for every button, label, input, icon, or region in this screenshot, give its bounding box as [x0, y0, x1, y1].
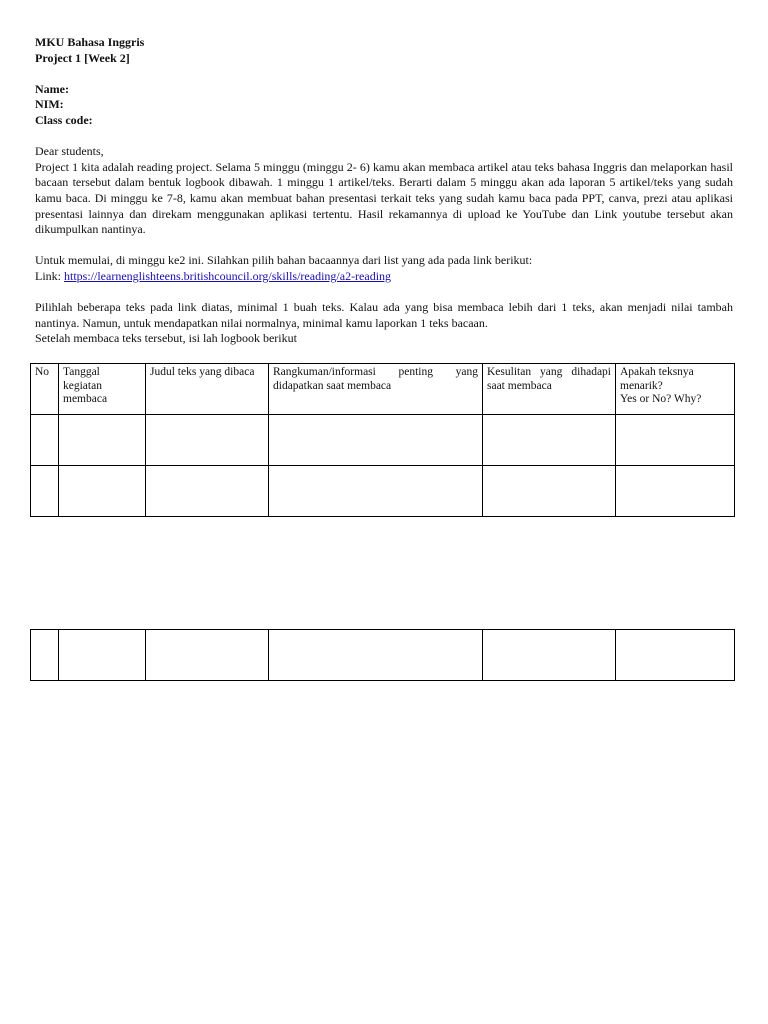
col-header-difficulty: Kesulitan yang dihadapi saat membaca [483, 364, 616, 415]
class-code-label: Class code: [35, 112, 93, 127]
col-header-date: Tanggal kegiatan membaca [59, 364, 146, 415]
cell-title[interactable] [146, 415, 269, 466]
cell-difficulty[interactable] [483, 415, 616, 466]
table-row [31, 466, 735, 517]
name-label: Name: [35, 81, 69, 96]
logbook-table [30, 363, 735, 517]
cell-no[interactable] [31, 630, 59, 681]
link-label: Link: [35, 268, 61, 283]
nim-label: NIM: [35, 97, 64, 112]
cell-interesting[interactable] [616, 466, 735, 517]
link-line [35, 269, 733, 285]
cell-date[interactable] [59, 415, 146, 466]
logbook-instruction: Setelah membaca teks tersebut, isi lah logbook berikut [35, 331, 297, 346]
col-header-no: No [31, 364, 59, 415]
cell-title[interactable] [146, 630, 269, 681]
project-title: Project 1 [Week 2] [35, 50, 130, 65]
start-instruction: Untuk memulai, di minggu ke2 ini. Silahkan pilih bahan bacaannya dari list yang ada pada link berikut: [35, 253, 533, 268]
cell-no[interactable] [31, 466, 59, 517]
cell-summary[interactable] [269, 630, 483, 681]
logbook-table-continued [30, 629, 735, 681]
greeting: Dear students, [35, 144, 104, 159]
reading-list-link[interactable]: https://learnenglishteens.britishcouncil.org/skills/reading/a2-reading [64, 268, 392, 283]
cell-date[interactable] [59, 466, 146, 517]
cell-no[interactable] [31, 415, 59, 466]
cell-difficulty[interactable] [483, 466, 616, 517]
cell-date[interactable] [59, 630, 146, 681]
cell-summary[interactable] [269, 415, 483, 466]
col-header-interesting-question: Apakah teksnya menarik? [620, 366, 694, 392]
course-title: MKU Bahasa Inggris [35, 35, 145, 49]
cell-interesting[interactable] [616, 415, 735, 466]
intro-paragraph: Project 1 kita adalah reading project. Selama 5 minggu (minggu 2- 6) kamu akan membaca artikel atau teks bahasa Inggris dan melaporkan hasil bacaan tersebut dalam bentuk logbook dibawah. 1 minggu 1 artikel/teks. Berarti dalam 5 minggu akan ada laporan 5 artikel/teks yang sudah kamu baca. Di minggu ke 7-8, kamu akan membuat bahan presentasi terkait teks yang sudah kamu baca pada PPT, canva, prezi atau aplikasi presentasi lainnya dan direkam menggunakan aplikasi tertentu. Hasil rekamannya di upload ke YouTube dan Link youtube tersebut akan dikumpulkan nantinya. [35, 159, 733, 237]
cell-summary[interactable] [269, 466, 483, 517]
table-row [31, 415, 735, 466]
col-header-interesting [616, 364, 735, 415]
col-header-summary: Rangkuman/informasi penting yang didapatkan saat membaca [269, 364, 483, 415]
table-row [31, 630, 735, 681]
document-body [35, 35, 733, 347]
cell-title[interactable] [146, 466, 269, 517]
cell-interesting[interactable] [616, 630, 735, 681]
col-header-interesting-why: Yes or No? Why? [620, 393, 702, 405]
cell-difficulty[interactable] [483, 630, 616, 681]
instructions-paragraph: Pilihlah beberapa teks pada link diatas, minimal 1 buah teks. Kalau ada yang bisa membaca lebih dari 1 teks, akan menjadi nilai tambah nantinya. Namun, untuk mendapatkan nilai normalnya, minimal kamu laporkan 1 teks bacaan. [35, 300, 733, 330]
logbook-header-row [31, 364, 735, 415]
col-header-title: Judul teks yang dibaca [146, 364, 269, 415]
